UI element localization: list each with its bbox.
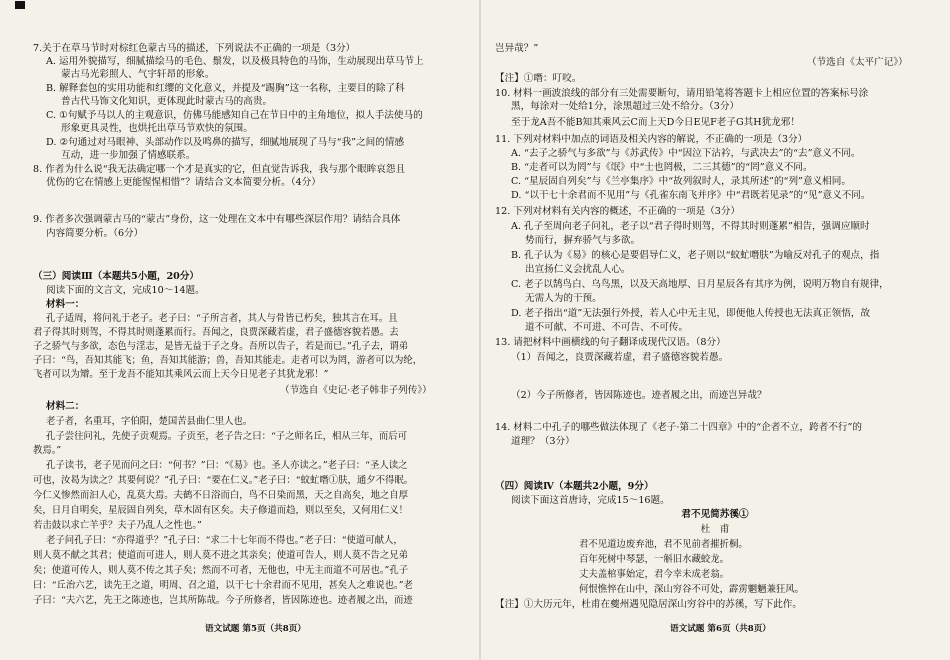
material2-line: 老子问孔子曰：“亦得道乎？”孔子曰：“求二十七年而不得也。”老子曰：“使道可献人，: [46, 535, 403, 546]
q11-option-b: B. “走者可以为罔”与《氓》中“士也罔极，二三其德”的“罔”意义不同。: [511, 162, 813, 173]
material1-line: 飞者可以为矰。至于龙吾不能知其乘风云而上天今日见老子其犹龙邪！”: [33, 369, 329, 380]
q11-stem: 11. 下列对材料中加点的词语及相关内容的解说，不正确的一项是（3分）: [495, 134, 808, 145]
poem-note: 【注】①大历元年，杜甫在夔州遇见隐居深山穷谷中的苏徯，写下此作。: [495, 599, 802, 610]
q13-sentence2: （2）今子所修者，皆因陈迹也。迹者履之出，而迹岂异哉？: [511, 390, 767, 401]
material2-line: 矣，日月自明矣，星辰固自列矣，草木固有区矣。夫子修道而趋，则以至矣，又何用仁义！: [33, 505, 409, 516]
material2-continuation: 岂异哉？”: [495, 43, 539, 54]
q9-line2: 内容简要分析。（6分）: [46, 228, 144, 239]
poem-line: 何恨憔悴在山中，深山穷谷不可处，霹雳魍魉兼狂风。: [579, 584, 805, 595]
q7-option-b-cont: 普古代马饰文化知识，更体现此时蒙古马的高贵。: [61, 96, 273, 107]
q12-option-c: C. 老子以鹄鸟白、乌鸟黑，以及天高地厚、日月星辰各有其序为例，说明万物自有规律，: [511, 279, 889, 290]
q10-line2: 黑，每涂对一处给1分，涂黑超过三处不给分。（3分）: [511, 101, 740, 112]
q11-option-a: A. “去子之骄气与多欲”与《苏武传》中“因泣下沾衿，与武决去”的“去”意义不同。: [511, 148, 861, 159]
q14-line2: 道理？（3分）: [511, 436, 575, 447]
q13-sentence1: （1）吾闻之，良贾深藏若虚，君子盛德容貌若愚。: [511, 352, 729, 363]
q10-answer-line: 至于龙A吾不能B知其乘风云C而上天D今日E见F老子G其H犹龙邪！: [511, 117, 800, 128]
q7-option-c-cont: 形象更具灵性，也烘托出草马节欢快的氛围。: [61, 123, 253, 134]
q7-option-c: C. ①句赋予马以人的主观意识，仿佛马能感知自己在节日中的主角地位，拟人手法使马的: [46, 110, 423, 121]
poem-line: 丈夫盖棺事始定，君今幸未成老翁。: [579, 569, 730, 580]
material2-line: 曰：“丘治六艺，读先王之道，明周、召之道，以干七十余君而不见用，甚矣人之难说也。”老: [33, 580, 413, 591]
left-page-footer: 语文试题 第5页（共8页）: [205, 624, 306, 634]
section4-intro: 阅读下面这首唐诗，完成15～16题。: [511, 495, 670, 506]
q12-option-c-cont: 无需人为的干预。: [525, 293, 602, 304]
material2-line: 若击鼓以求亡羊乎？夫子乃乱人之性也。”: [33, 520, 202, 531]
q12-option-a-cont: 势而行，摒弃骄气与多欲。: [525, 235, 641, 246]
material2-line: 可也，汝曷为读之？其要何说？”孔子曰：“要在仁义。”老子曰：“蚊虻噆①肤，通夕不得眠。: [33, 475, 414, 486]
material1-line: 子曰：“鸟，吾知其能飞；鱼，吾知其能游；兽，吾知其能走。走者可以为罔，游者可以为纶，: [33, 355, 423, 366]
material1-source: （节选自《史记·老子韩非子列传》）: [280, 385, 432, 396]
poem-line: 百年死树中琴瑟，一斛旧水藏蛟龙。: [579, 554, 730, 565]
q7-option-d-cont: 互动，进一步加强了情感联系。: [61, 150, 196, 161]
material2-line: 老子者，名重耳，字伯阳，楚国苦县曲仁里人也。: [46, 416, 253, 427]
q12-option-d-cont: 道不可献、不可进、不可告、不可传。: [525, 322, 689, 333]
q13-stem: 13. 请把材料中画横线的句子翻译成现代汉语。（8分）: [495, 337, 726, 348]
section4-heading: （四）阅读Ⅳ（本题共2小题，9分）: [495, 481, 654, 492]
material2-line: 则人莫不献之其君；使道而可进人，则人莫不进之其亲矣；使道可告人，则人莫不告之兄弟: [33, 550, 409, 561]
right-page: [480, 0, 950, 660]
note1: 【注】①噆：叮咬。: [495, 73, 582, 84]
material1-line: 君子得其时则驾，不得其时则蓬累而行。吾闻之，良贾深藏若虚，君子盛德容貌若愚。去: [33, 327, 399, 338]
material1-line: 孔子适周，将问礼于老子。老子曰：“子所言者，其人与骨皆已朽矣，独其言在耳。且: [46, 313, 398, 324]
q14-line1: 14. 材料二中孔子的哪些做法体现了《老子·第二十四章》中的“企者不立，跨者不行”的: [495, 422, 862, 433]
q8-line1: 8. 作者为什么说“我无法确定哪一个才是真实的它，但直觉告诉我，我与那个眼眸哀怨且: [33, 164, 406, 175]
q7-option-d: D. ②句通过对马眼神、头部动作以及鸣鼻的描写，细腻地展现了马与“我”之间的情感: [46, 137, 405, 148]
material2-line: 今仁义惨然而汩人心，乱莫大焉。夫鹤不日浴而白，鸟不日染而黑，天之自高矣，地之自厚: [33, 490, 409, 501]
material2-line: 子曰：“夫六艺，先王之陈迹也，岂其所陈哉。今子所修者，皆因陈迹也。迹者履之出，而迹: [33, 595, 413, 606]
q11-option-d: D. “以干七十余君而不见用”与《孔雀东南飞并序》中“君既若见录”的“见”意义不同。: [511, 190, 871, 201]
q7-option-b: B. 解释套包的实用功能和红缨的文化意义，并提及“踢胸”这一名称，主要目的除了科: [46, 83, 405, 94]
section3-heading: （三）阅读Ⅲ（本题共5小题，20分）: [33, 271, 200, 282]
q12-option-b: B. 孔子认为《易》的核心是要倡导仁义，老子则以“蚊虻噆肤”为喻反对孔子的观点，指: [511, 250, 880, 261]
material2-line: 矣；使道可传人，则人莫不传之其子矣；然而不可者，无他也，中无主而道不可居也。”孔子: [33, 565, 409, 576]
material2-title: 材料二：: [46, 401, 85, 412]
q12-option-b-cont: 出宣扬仁义会扰乱人心。: [525, 264, 631, 275]
material2-line: 孔子尝往问礼，先使子贡观焉。子贡至，老子告之曰：“子之师名丘，相从三年，而后可: [46, 431, 408, 442]
material2-line: 教焉。”: [33, 445, 62, 456]
q7-stem: 7.关于在草马节时对棕红色蒙古马的描述，下列说法不正确的一项是（3分）: [33, 43, 356, 54]
poem-title: 君不见简苏徯①: [681, 509, 749, 520]
q12-option-a: A. 孔子至周向老子问礼，老子以“君子得时则驾，不得其时则蓬累”相告，强调应顺时: [511, 221, 870, 232]
q11-option-c: C. “星辰固自列矣”与《兰亭集序》中“故列叙时人，录其所述”的“列”意义相同。: [511, 176, 851, 187]
poem-author: 杜 甫: [700, 524, 730, 535]
q12-stem: 12. 下列对材料有关内容的概述，不正确的一项是（3分）: [495, 206, 741, 217]
q8-line2: 优伤的它在情感上更能惺惺相惜”？请结合文本简要分析。（4分）: [46, 177, 321, 188]
q7-option-a: A. 运用外貌描写，细腻描绘马的毛色、鬃发，以及极具特色的马饰，生动展现出草马节上: [46, 56, 424, 67]
q7-option-a-cont: 蒙古马光彩照人、气宇轩昂的形象。: [61, 69, 215, 80]
poem-line: 君不见道边废弃池，君不见前者摧折桐。: [579, 539, 748, 550]
material1-line: 子之骄气与多欲，态色与淫志，是皆无益于子之身。吾所以告子，若是而已。”孔子去，谓弟: [33, 341, 409, 352]
right-page-footer: 语文试题 第6页（共8页）: [670, 624, 771, 634]
q10-line1: 10. 材料一画波浪线的部分有三处需要断句，请用铅笔将答题卡上相应位置的答案标号涂: [495, 88, 869, 99]
material1-title: 材料一：: [46, 299, 85, 310]
material2-source: （节选自《太平广记》）: [807, 57, 908, 68]
q9-line1: 9. 作者多次强调蒙古马的“蒙古”身份，这一处理在文本中有哪些深层作用？请结合具体: [33, 214, 401, 225]
material2-line: 孔子读书，老子见而问之曰：“何书？”曰：“《易》也。圣人亦读之。”老子曰：“圣人读之: [46, 460, 408, 471]
section3-intro: 阅读下面的文言文，完成10～14题。: [46, 285, 205, 296]
q12-option-d: D. 老子指出“道”无法强行外授，若人心中无主见，即便他人传授也无法真正领悟，故: [511, 308, 871, 319]
